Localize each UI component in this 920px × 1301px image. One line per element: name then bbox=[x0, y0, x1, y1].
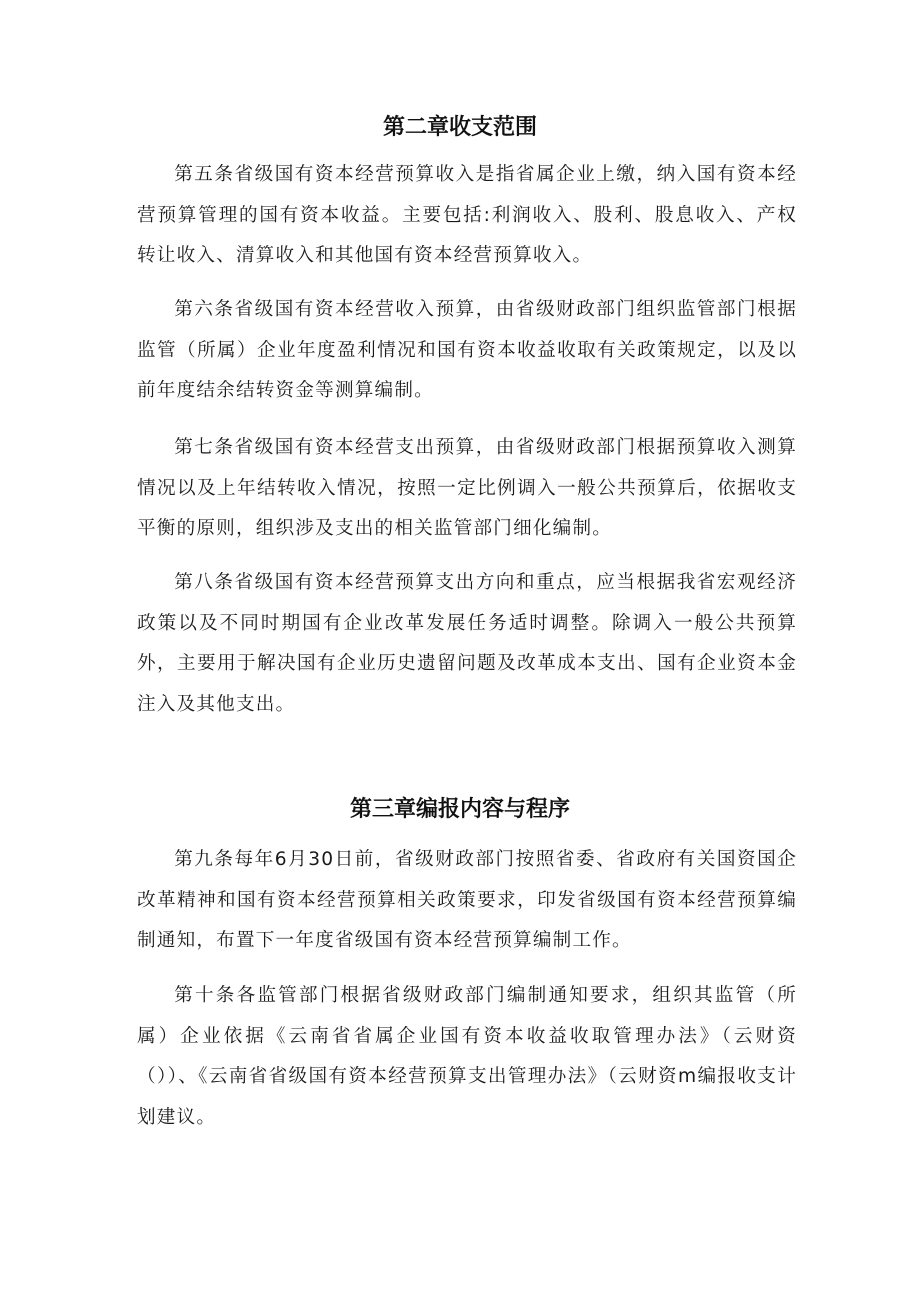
chapter-2-title: 第二章收支范围 bbox=[382, 115, 537, 140]
article-10: 第十条各监管部门根据省级财政部门编制通知要求，组织其监管（所属）企业依据《云南省省属企业国有资本收益收取管理办法》（云财资（））、《云南省省级国有资本经营预算支出管理办法》（云财资m编报收支计划建议。 bbox=[137, 985, 797, 1128]
article-6: 第六条省级国有资本经营收入预算，由省级财政部门组织监管部门根据监管（所属）企业年度盈利情况和国有资本收益收取有关政策规定，以及以前年度结余结转资金等测算编制。 bbox=[137, 299, 797, 401]
article-9: 第九条每年6月30日前，省级财政部门按照省委、省政府有关国资国企改革精神和国有资本经营预算相关政策要求，印发省级国有资本经营预算编制通知，布置下一年度省级国有资本经营预算编制工作。 bbox=[137, 849, 797, 951]
chapter-3-title: 第三章编报内容与程序 bbox=[349, 797, 570, 822]
article-8: 第八条省级国有资本经营预算支出方向和重点，应当根据我省宏观经济政策以及不同时期国有企业改革发展任务适时调整。除调入一般公共预算外，主要用于解决国有企业历史遗留问题及改革成本支出、国有企业资本金注入及其他支出。 bbox=[137, 572, 797, 715]
article-5: 第五条省级国有资本经营预算收入是指省属企业上缴，纳入国有资本经营预算管理的国有资本收益。主要包括:利润收入、股利、股息收入、产权转让收入、清算收入和其他国有资本经营预算收入。 bbox=[137, 164, 797, 266]
article-7: 第七条省级国有资本经营支出预算，由省级财政部门根据预算收入测算情况以及上年结转收入情况，按照一定比例调入一般公共预算后，依据收支平衡的原则，组织涉及支出的相关监管部门细化编制。 bbox=[137, 437, 797, 539]
